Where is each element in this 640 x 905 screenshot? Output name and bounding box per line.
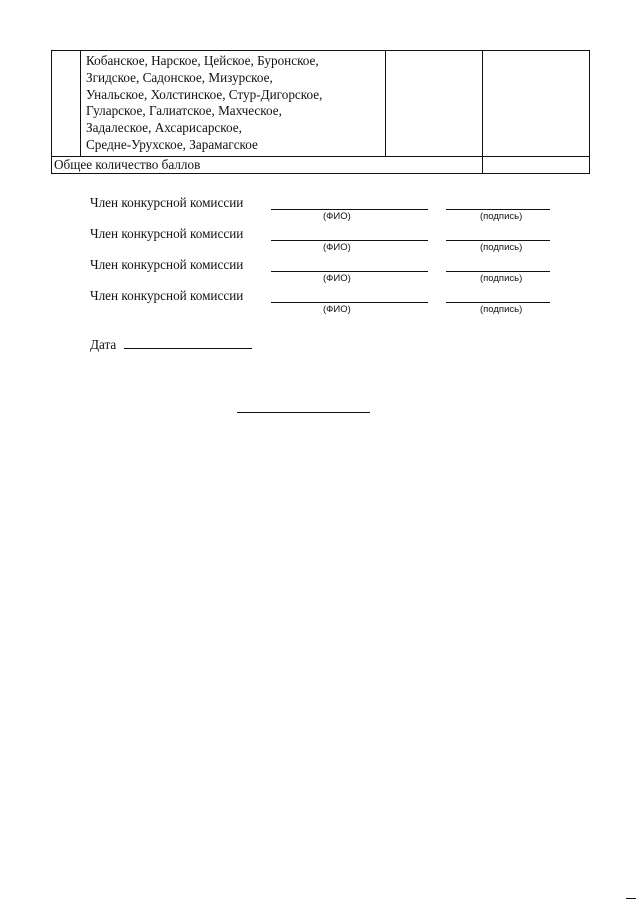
row-number-cell [52, 51, 81, 157]
signature-row [90, 195, 560, 225]
signature-line[interactable] [446, 302, 550, 303]
district-line: Згидское, Садонское, Мизурское, [86, 69, 273, 85]
fio-caption: (ФИО) [323, 211, 351, 222]
fio-caption: (ФИО) [323, 273, 351, 284]
fio-caption: (ФИО) [323, 242, 351, 253]
fio-line[interactable] [271, 271, 428, 272]
signature-line[interactable] [446, 271, 550, 272]
member-label: Член конкурсной комиссии [90, 288, 244, 303]
district-line: Кобанское, Нарское, Цейское, Буронское, [86, 53, 319, 68]
signature-row [90, 226, 560, 256]
signature-caption: (подпись) [480, 211, 523, 222]
score-cell [386, 51, 483, 157]
district-line: Унальское, Холстинское, Стур-Дигорское, [86, 86, 323, 102]
district-line: Задалеское, Ахсарисарское, [86, 120, 242, 136]
fio-line[interactable] [271, 302, 428, 303]
signature-caption: (подпись) [480, 273, 523, 284]
end-divider [237, 412, 370, 413]
edge-mark [626, 898, 636, 899]
signature-line[interactable] [446, 209, 550, 210]
table-row [52, 51, 590, 157]
district-line: Средне-Урухское, Зарамагское [86, 136, 258, 152]
fio-line[interactable] [271, 240, 428, 241]
signature-row [90, 288, 560, 318]
signature-caption: (подпись) [480, 242, 523, 253]
criteria-table [51, 50, 590, 174]
signature-caption: (подпись) [480, 304, 523, 315]
total-row [52, 157, 590, 174]
fio-caption: (ФИО) [323, 304, 351, 315]
signature-line[interactable] [446, 240, 550, 241]
total-value-cell [483, 157, 590, 174]
date-line[interactable] [124, 348, 252, 349]
notes-cell [483, 51, 590, 157]
member-label: Член конкурсной комиссии [90, 257, 244, 272]
total-label: Общее количество баллов [52, 157, 483, 174]
district-line: Гуларское, Галиатское, Махческое, [86, 103, 282, 119]
member-label: Член конкурсной комиссии [90, 226, 244, 241]
signature-row [90, 257, 560, 287]
district-names-cell [81, 51, 386, 157]
member-label: Член конкурсной комиссии [90, 195, 244, 210]
date-label: Дата [90, 337, 117, 352]
fio-line[interactable] [271, 209, 428, 210]
